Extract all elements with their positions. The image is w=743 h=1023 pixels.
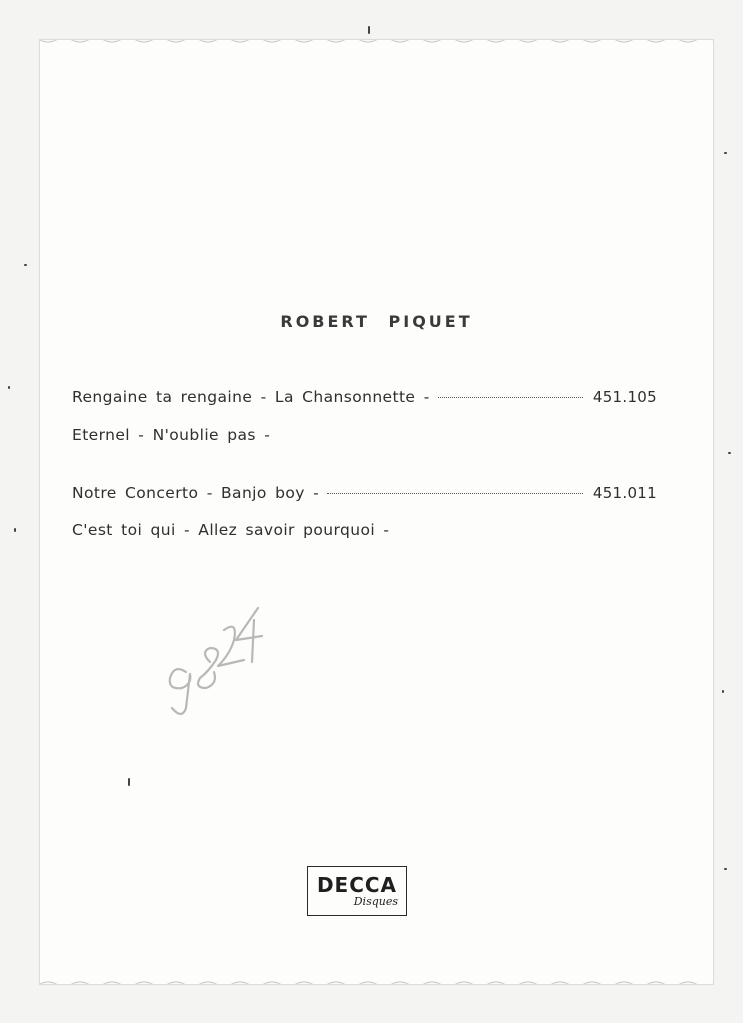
deckled-edge (40, 40, 713, 984)
ink-speck (728, 452, 731, 454)
ink-speck (368, 26, 370, 34)
ink-speck (14, 528, 16, 532)
record-line (72, 388, 657, 406)
ink-speck (722, 690, 724, 693)
record-songs: Rengaine ta rengaine - La Chansonnette - (72, 388, 430, 406)
record-line (72, 426, 657, 444)
artist-title: ROBERT PIQUET (280, 312, 473, 331)
ink-speck (724, 868, 727, 870)
postcard-back (40, 40, 713, 984)
record-songs: Eternel - N'oublie pas - (72, 426, 271, 444)
record-line (72, 521, 657, 539)
record-songs: C'est toi qui - Allez savoir pourquoi - (72, 521, 390, 539)
record-line (72, 484, 657, 502)
logo-subtitle: Disques (353, 895, 398, 908)
dot-leader (327, 493, 583, 494)
handwritten-pencil-note (140, 600, 280, 720)
logo-brand: DECCA (316, 873, 398, 897)
ink-speck (24, 264, 27, 266)
catalog-number: 451.011 (592, 484, 657, 502)
ink-speck (128, 778, 130, 786)
dot-leader (438, 397, 583, 398)
record-songs: Notre Concerto - Banjo boy - (72, 484, 320, 502)
ink-speck (724, 152, 727, 154)
ink-speck (8, 386, 10, 389)
catalog-number: 451.105 (592, 388, 657, 406)
decca-logo (307, 866, 407, 916)
